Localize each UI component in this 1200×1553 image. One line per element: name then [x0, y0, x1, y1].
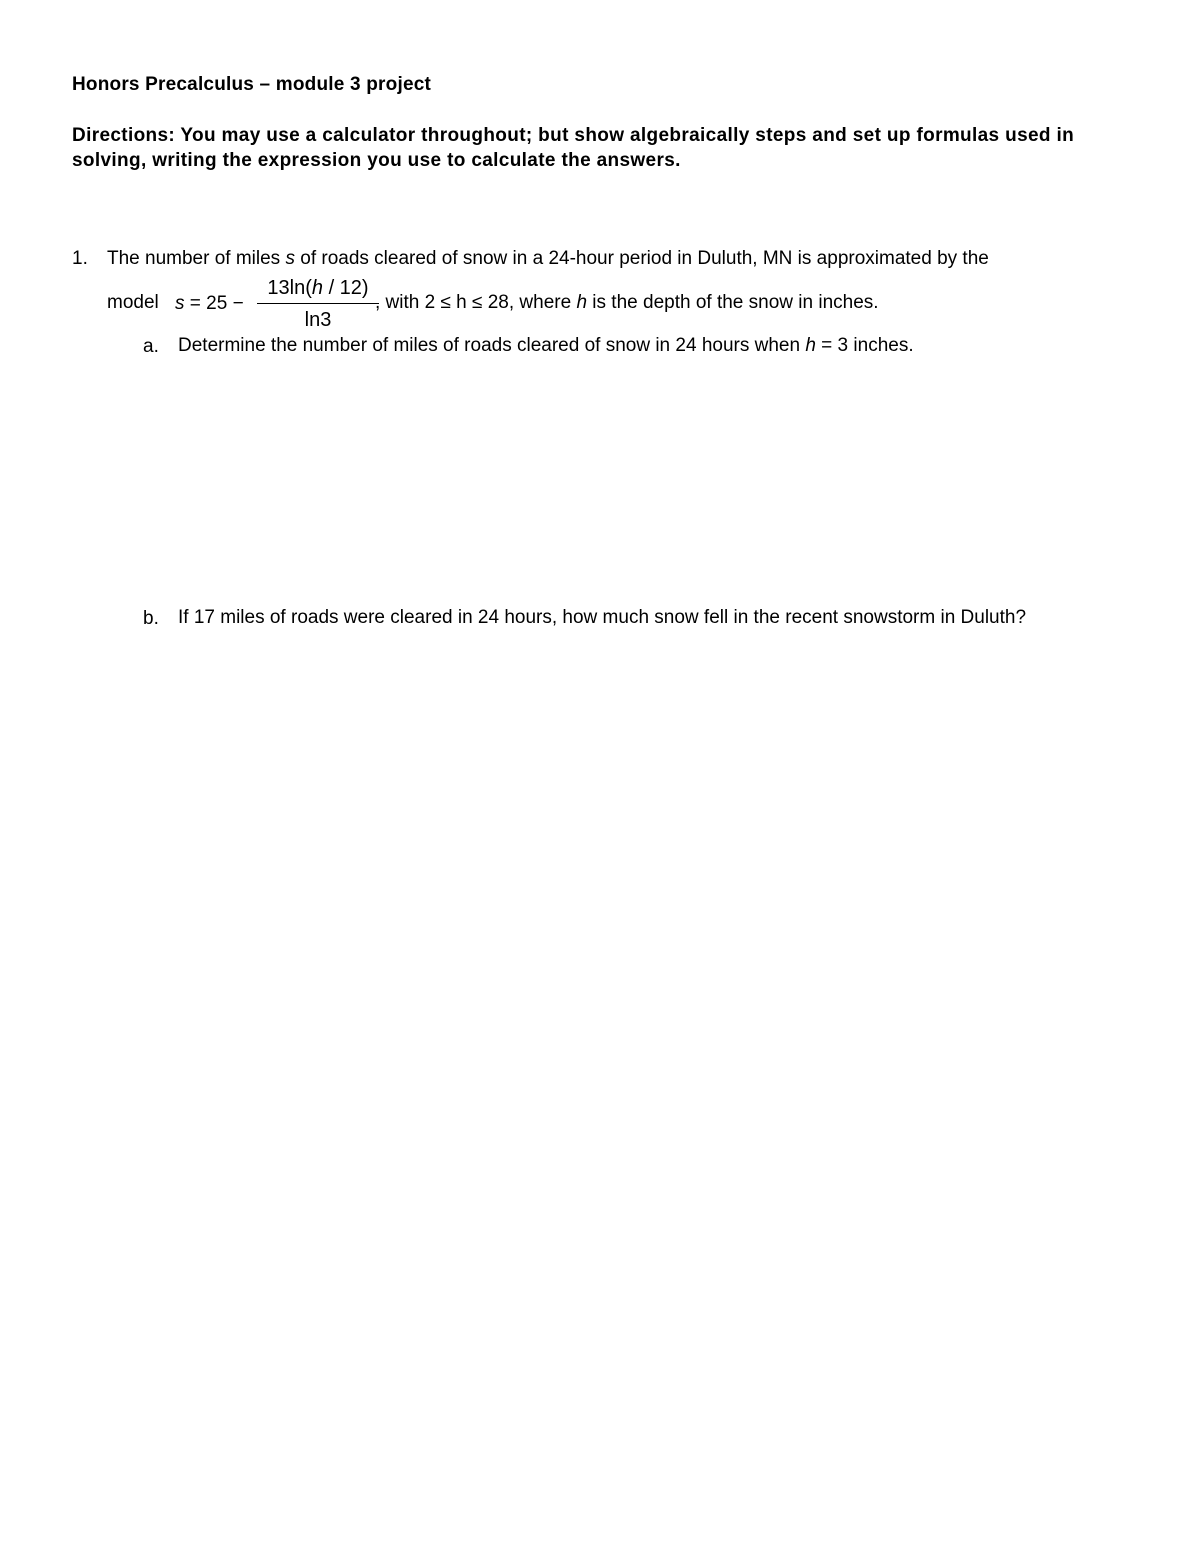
question-1-number: 1. — [72, 248, 88, 269]
tail-text-start: , with 2 ≤ h ≤ 28, where — [375, 292, 577, 313]
part-a-text-end: = 3 inches. — [815, 335, 914, 356]
part-b-label: b. — [143, 608, 159, 629]
fraction-bar — [257, 303, 379, 304]
variable-h: h — [576, 292, 588, 313]
formula-fraction — [257, 276, 379, 332]
intro-text-start: The number of miles — [107, 248, 286, 269]
tail-text-end: is the depth of the snow in inches. — [587, 292, 879, 313]
part-a-var-h: h — [805, 335, 816, 356]
numerator-suffix: / 12) — [323, 277, 369, 299]
formula-lhs-rest: = 25 − — [184, 293, 244, 314]
formula-lhs — [175, 293, 244, 315]
formula-var-s: s — [175, 293, 185, 314]
intro-text-end: of roads cleared of snow in a 24-hour period in Duluth, MN is approximated by the — [294, 248, 989, 269]
part-a-label: a. — [143, 336, 159, 357]
part-a-text — [178, 333, 1138, 358]
part-b-text: If 17 miles of roads were cleared in 24 hours, how much snow fell in the recent snowstorm in Duluth? — [178, 607, 1027, 628]
variable-s: s — [285, 248, 295, 269]
model-word: model — [107, 292, 159, 313]
directions-text: Directions: You may use a calculator throughout; but show algebraically steps and set up formulas used in solving, writing the expression you use to calculate the answers. — [72, 125, 1075, 171]
fraction-denominator: ln3 — [304, 309, 332, 331]
numerator-var-h: h — [311, 277, 324, 299]
question-1-intro — [107, 248, 989, 270]
part-a-text-start: Determine the number of miles of roads cleared of snow in 24 hours when — [178, 335, 806, 356]
fraction-numerator — [257, 276, 379, 300]
page-title: Honors Precalculus – module 3 project — [72, 74, 432, 95]
numerator-prefix: 13ln( — [267, 277, 312, 299]
model-tail — [375, 292, 879, 314]
